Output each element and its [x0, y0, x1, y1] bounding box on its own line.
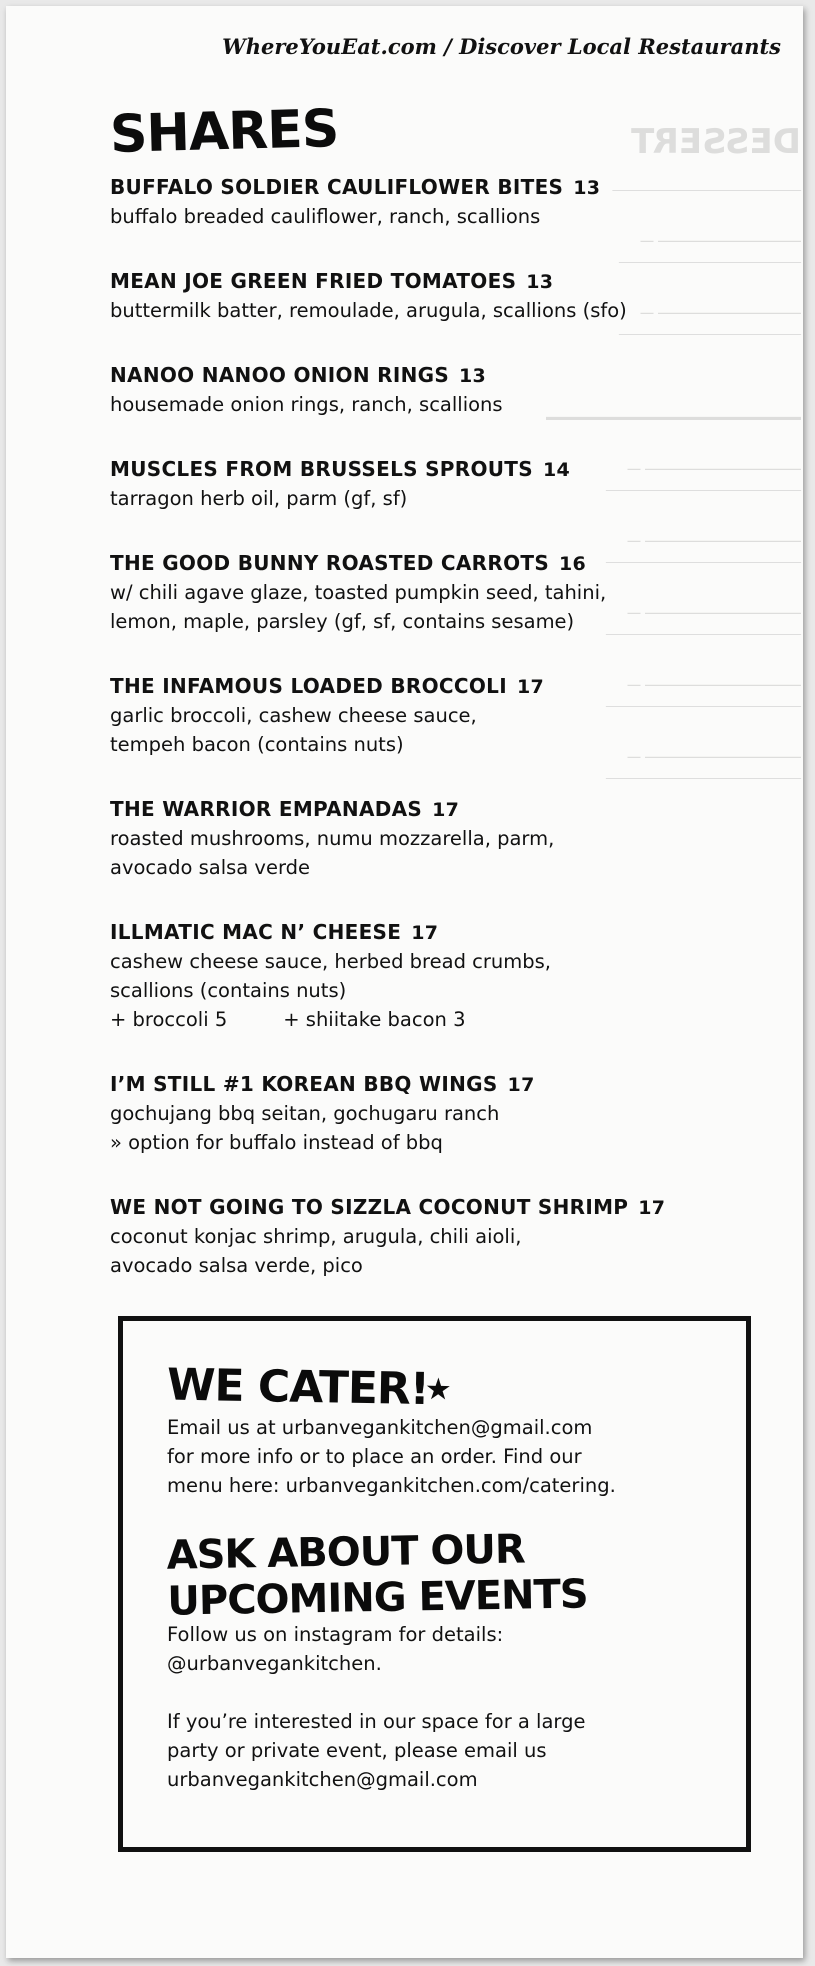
- item-description: scallions (contains nuts): [110, 979, 347, 1002]
- instagram-handle: @urbanvegankitchen.: [167, 1652, 382, 1675]
- item-name: ILLMATIC MAC N’ CHEESE: [110, 920, 402, 944]
- item-price: 17: [638, 1197, 666, 1219]
- item-name: WE NOT GOING TO SIZZLA COCONUT SHRIMP: [110, 1195, 629, 1219]
- item-name: THE GOOD BUNNY ROASTED CARROTS: [110, 551, 550, 575]
- item-description: garlic broccoli, cashew cheese sauce,: [110, 704, 477, 727]
- menu-page: [6, 6, 803, 1958]
- item-name: THE INFAMOUS LOADED BROCCOLI: [110, 674, 507, 698]
- menu-item: [110, 796, 790, 882]
- item-name: MEAN JOE GREEN FRIED TOMATOES: [110, 269, 517, 293]
- item-name: NANOO NANOO ONION RINGS: [110, 363, 450, 387]
- item-price: 14: [542, 459, 570, 481]
- item-name: THE WARRIOR EMPANADAS: [110, 797, 423, 821]
- item-description: coconut konjac shrimp, arugula, chili aioli,: [110, 1225, 522, 1248]
- catering-box: [118, 1316, 751, 1852]
- item-description: buttermilk batter, remoulade, arugula, scallions (sfo): [110, 299, 627, 322]
- item-description: w/ chili agave glaze, toasted pumpkin seed, tahini,: [110, 581, 607, 604]
- item-price: 17: [507, 1074, 535, 1096]
- item-addons: [110, 1005, 790, 1034]
- menu-item: [110, 919, 790, 1034]
- menu-item: [110, 362, 790, 419]
- item-price: 17: [432, 799, 460, 821]
- addon-shiitake-bacon: + shiitake bacon 3: [283, 1008, 466, 1031]
- item-description: roasted mushrooms, numu mozzarella, parm,: [110, 827, 555, 850]
- private-event-line: party or private event, please email us: [167, 1739, 547, 1762]
- item-description: avocado salsa verde: [110, 856, 311, 879]
- menu-item: [110, 174, 790, 231]
- menu-list: [110, 174, 790, 1317]
- item-description: gochujang bbq seitan, gochugaru ranch: [110, 1102, 500, 1125]
- item-price: 13: [459, 365, 487, 387]
- item-description: avocado salsa verde, pico: [110, 1254, 363, 1277]
- catering-line: for more info or to place an order. Find our: [167, 1445, 582, 1468]
- bleed-through-text: DESSERT _____________________________ ______________________ __ ____________________________ ______________________ __ ____________________________ _______________ ________________________ __ ______________________________ ________________________ __ ______________________________ ________________________ __ ______________________________ ________________________ __ ______________________________ ________________________ __ ______________________________: [546, 122, 801, 780]
- star-icon: ★: [424, 1372, 452, 1408]
- addon-broccoli: + broccoli 5: [110, 1008, 228, 1031]
- menu-item: [110, 673, 790, 759]
- item-name: MUSCLES FROM BRUSSELS SPROUTS: [110, 457, 533, 481]
- contact-email: urbanvegankitchen@gmail.com: [167, 1768, 478, 1791]
- section-title: SHARES: [109, 99, 339, 165]
- private-event-line: If you’re interested in our space for a large: [167, 1710, 586, 1733]
- menu-item: [110, 1194, 790, 1280]
- item-price: 13: [526, 271, 554, 293]
- events-title: ASK ABOUT OUR UPCOMING EVENTS: [166, 1526, 589, 1625]
- item-name: I’M STILL #1 KOREAN BBQ WINGS: [110, 1072, 498, 1096]
- menu-item: [110, 1071, 790, 1157]
- menu-item: [110, 550, 790, 636]
- watermark: WhereYouEat.com / Discover Local Restaurants: [222, 34, 781, 59]
- follow-line: Follow us on instagram for details:: [167, 1623, 504, 1646]
- item-description: » option for buffalo instead of bbq: [110, 1131, 443, 1154]
- catering-title: WE CATER!★: [166, 1359, 452, 1416]
- item-price: 16: [559, 553, 587, 575]
- menu-item: [110, 268, 790, 325]
- menu-item: [110, 456, 790, 513]
- item-price: 17: [516, 676, 544, 698]
- item-name: BUFFALO SOLDIER CAULIFLOWER BITES: [110, 175, 564, 199]
- item-description: housemade onion rings, ranch, scallions: [110, 393, 503, 416]
- item-description: cashew cheese sauce, herbed bread crumbs,: [110, 950, 551, 973]
- catering-line: Email us at urbanvegankitchen@gmail.com: [167, 1416, 593, 1439]
- item-price: 13: [573, 177, 601, 199]
- item-description: tempeh bacon (contains nuts): [110, 733, 404, 756]
- item-description: tarragon herb oil, parm (gf, sf): [110, 487, 408, 510]
- item-price: 17: [411, 922, 439, 944]
- item-description: lemon, maple, parsley (gf, sf, contains sesame): [110, 610, 575, 633]
- item-description: buffalo breaded cauliflower, ranch, scallions: [110, 205, 541, 228]
- catering-line: menu here: urbanvegankitchen.com/catering.: [167, 1474, 616, 1497]
